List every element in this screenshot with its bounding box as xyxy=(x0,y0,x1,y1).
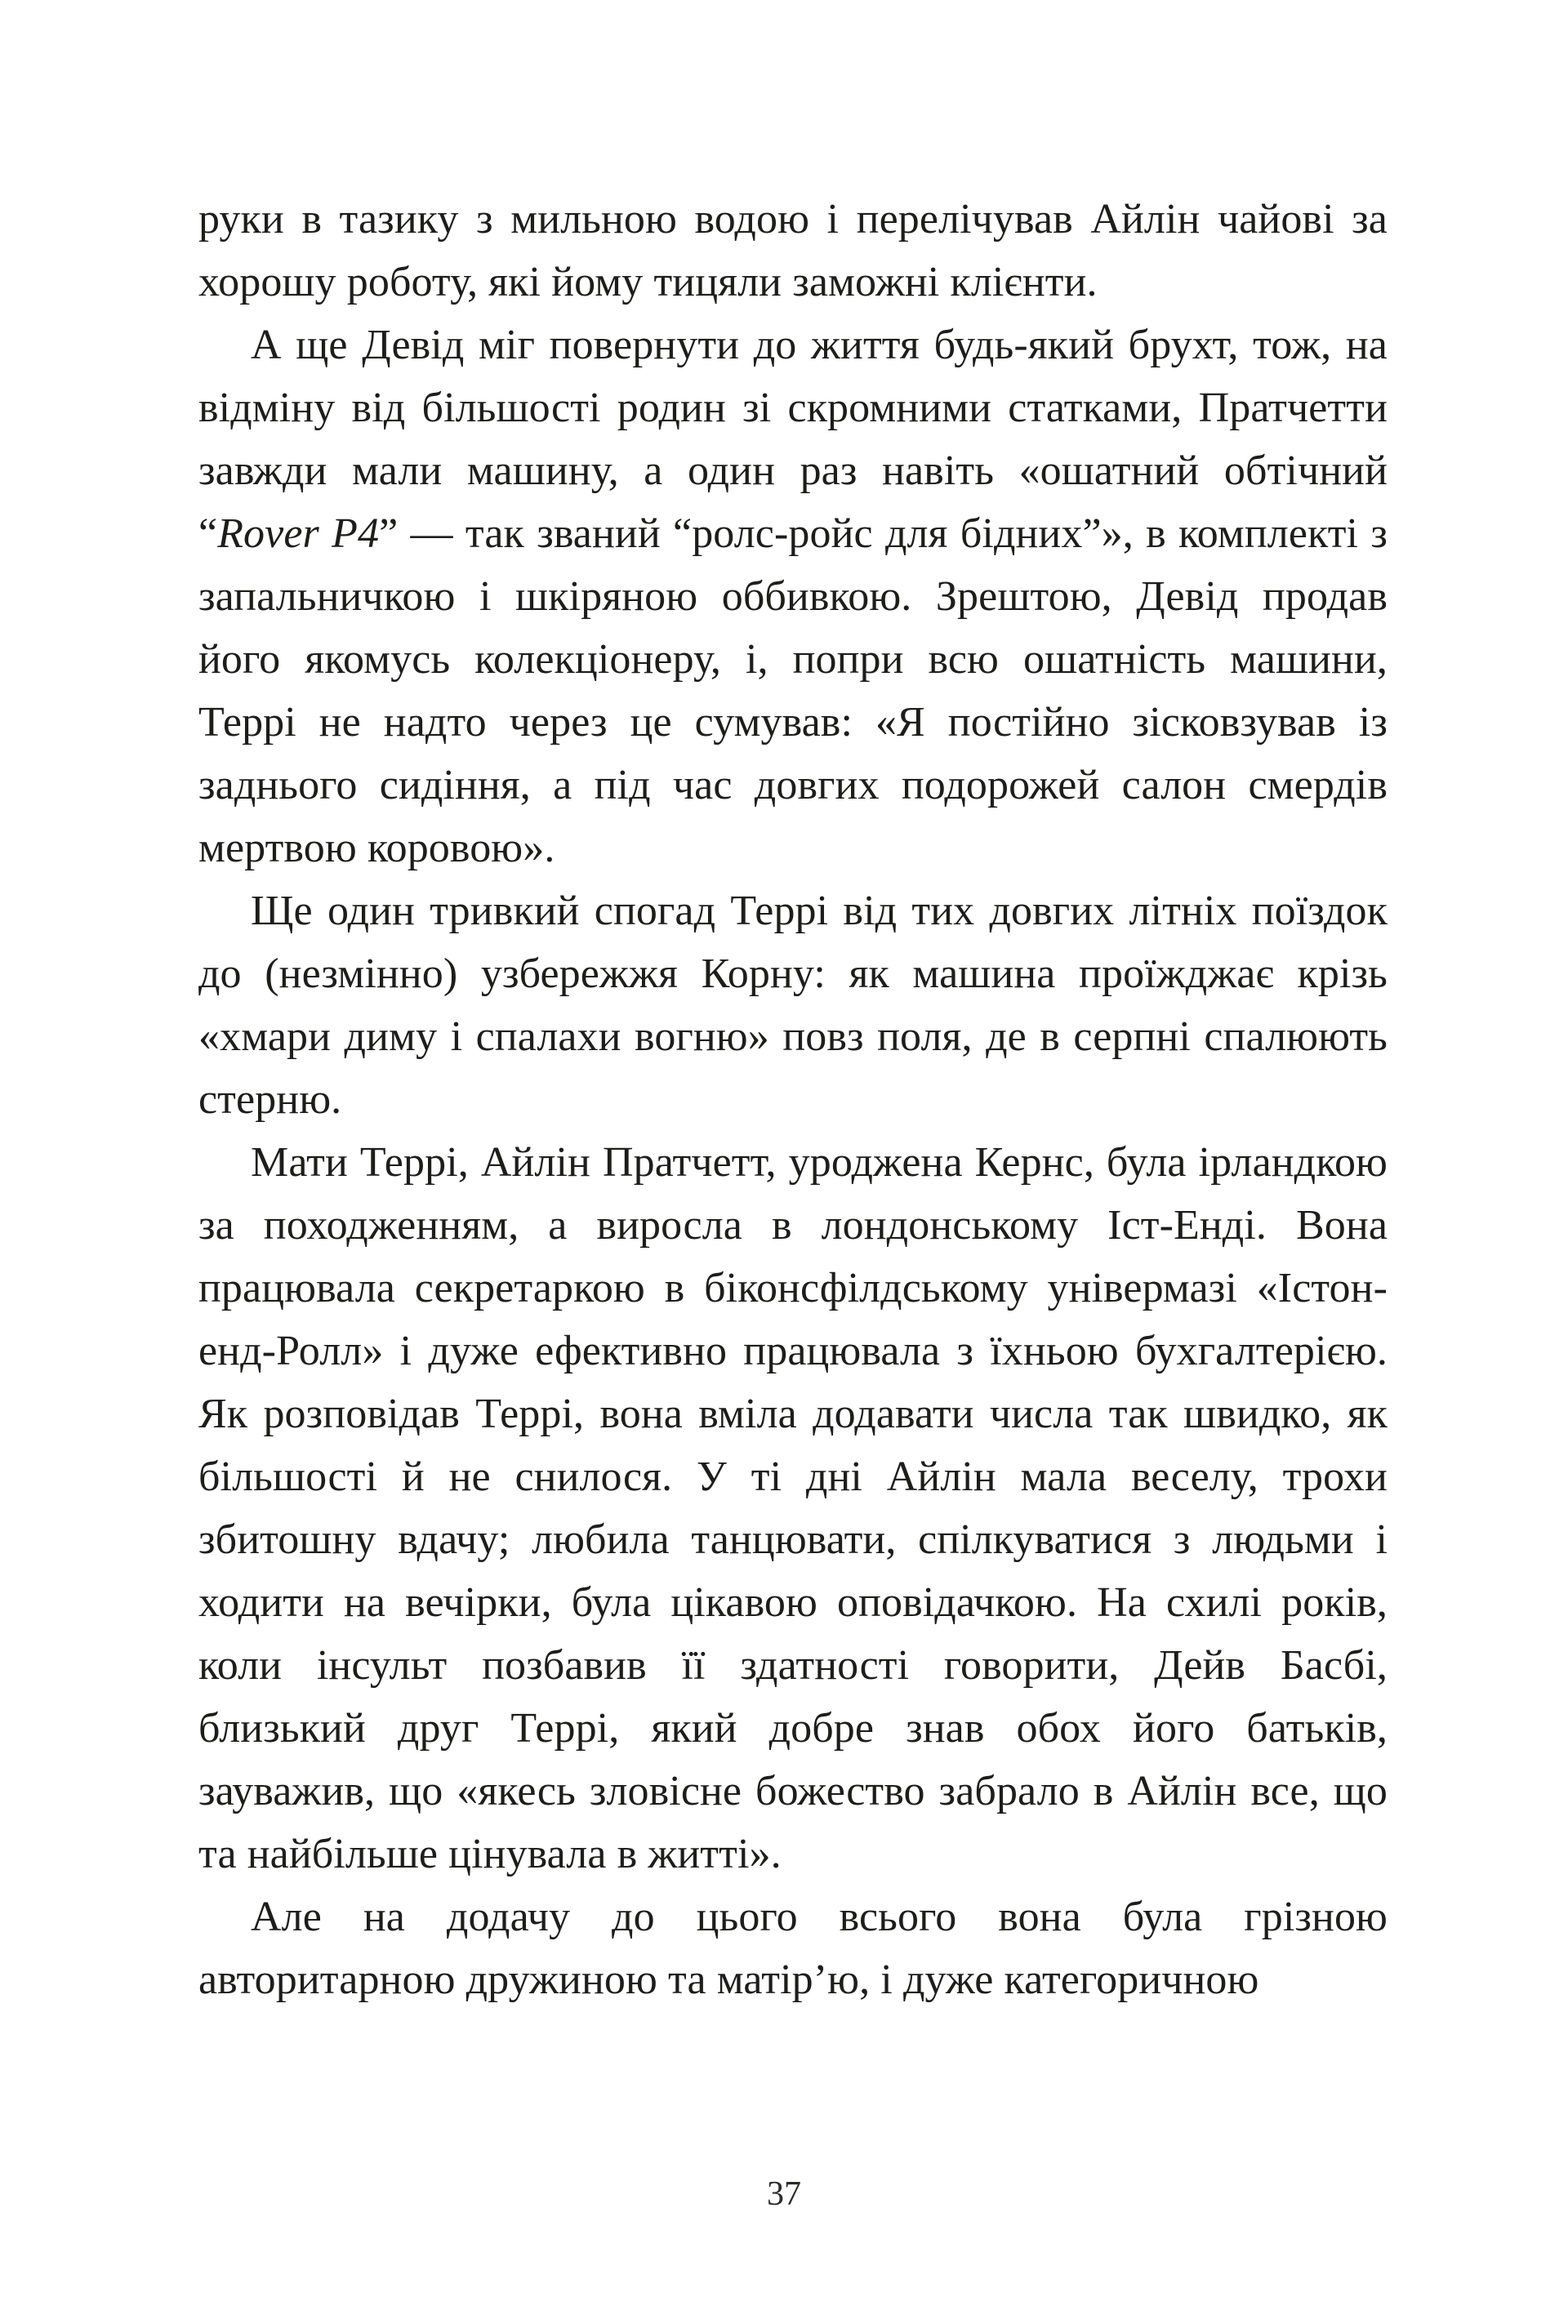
italic-phrase: Rover P4 xyxy=(217,510,380,557)
paragraph: Мати Террі, Айлін Пратчетт, уроджена Кернс, була ірландкою за походженням, а виросла в лондонському Іст-Енді. Вона працювала секретаркою в біконсфілдському універмазі «Істон-енд-Ролл» і дуже ефективно працювала з їхньою бухгалтерією. Як розповідав Террі, вона вміла додавати числа так швидко, як більшості й не снилося. У ті дні Айлін мала веселу, трохи збитошну вдачу; любила танцювати, спілкуватися з людьми і ходити на вечірки, була цікавою оповідачкою. На схилі років, коли інсульт позбавив її здатності говорити, Дейв Басбі, близький друг Террі, який добре знав обох його батьків, зауважив, що «якесь зловісне божество забрало в Айлін все, що та найбільше цінувала в житті». xyxy=(198,1139,1388,1877)
paragraph: А ще Девід міг повернути до життя будь-який брухт, тож, на відміну від більшості родин зі скромними статками, Пратчетти завжди мали машину, а один раз навіть «ошатний обтічний “Rover P4” — так званий “ролс-ройс для бідних”», в комплекті з запальничкою і шкіряною оббивкою. Зрештою, Девід продав його якомусь колекціонеру, і, попри всю ошатність машини, Террі не надто через це сумував: «Я постійно зісковзував із заднього сидіння, а під час довгих подорожей салон смердів мертвою коровою». xyxy=(198,322,1388,871)
page-number: 37 xyxy=(767,2175,801,2213)
paragraph: руки в тазику з мильною водою і перелічував Айлін чайові за хорошу роботу, які йому тицяли заможні клієнти. xyxy=(198,196,1388,305)
page-text-block xyxy=(198,188,1388,2011)
paragraph: Ще один тривкий спогад Террі від тих довгих літніх поїздок до (незмінно) узбережжя Корну: як машина проїжджає крізь «хмари диму і спалахи вогню» повз поля, де в серпні спалюють стерню. xyxy=(198,888,1388,1123)
paragraph: Але на додачу до цього всього вона була грізною авторитарною дружиною та матір’ю, і дуже категоричною xyxy=(198,1894,1388,2003)
